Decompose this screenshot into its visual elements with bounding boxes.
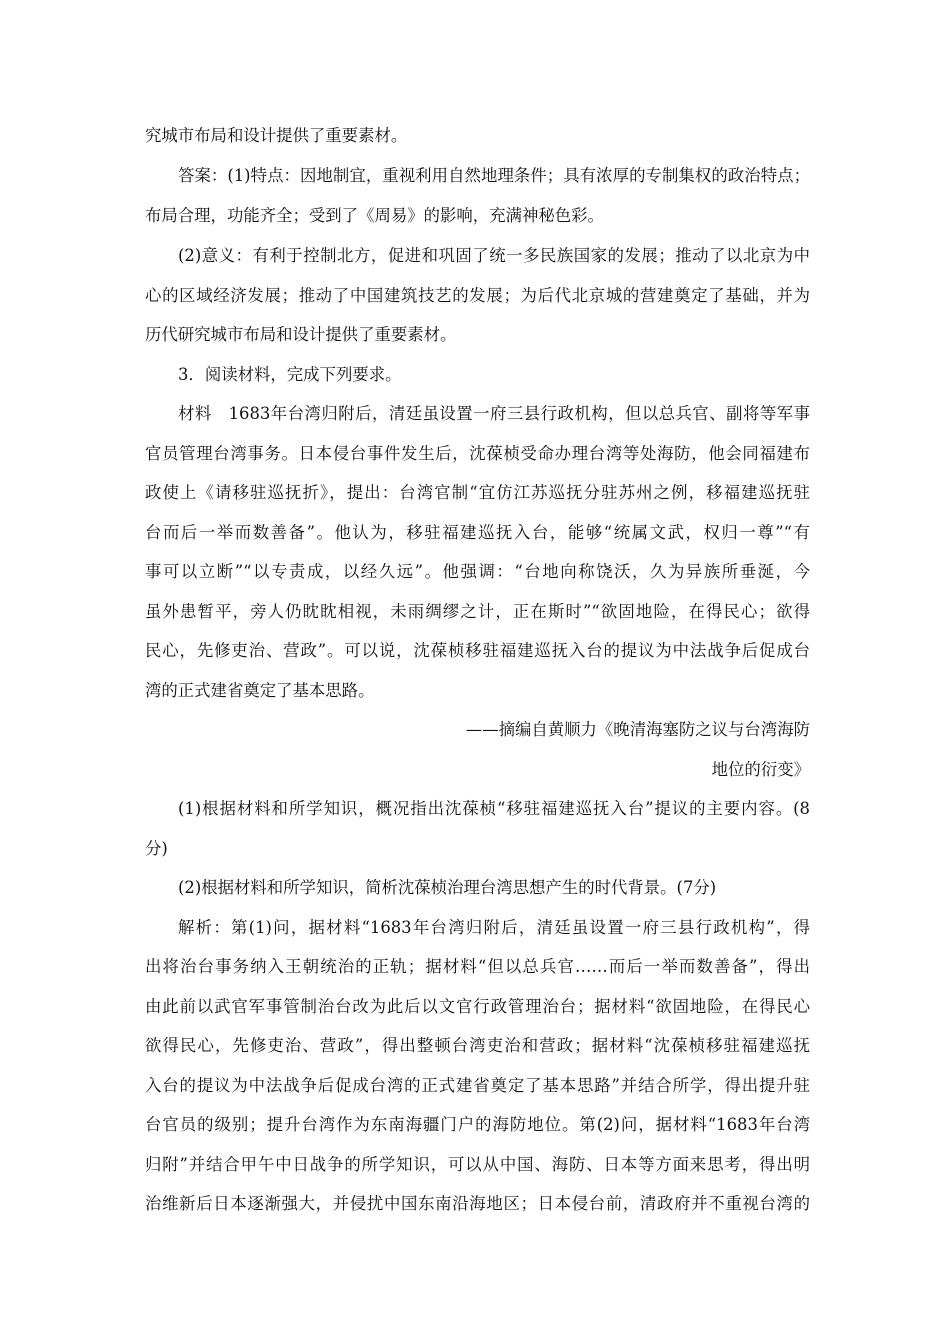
answer-line: 布局合理，功能齐全；受到了《周易》的影响，充满神秘色彩。 <box>145 206 604 225</box>
material-line: 材料 1683年台湾归附后，清廷虽设置一府三县行政机构，但以总兵官、副将等军事 <box>178 404 810 423</box>
material-line: 民心，先修吏治、营政”。可以说，沈葆桢移驻福建巡抚入台的提议为中法战争后促成台 <box>145 641 810 660</box>
question-line: (1)根据材料和所学知识，概况指出沈葆桢“移驻福建巡抚入台”提议的主要内容。(8 <box>178 799 810 818</box>
analysis-line: 治维新后日本逐渐强大，并侵扰中国东南沿海地区；日本侵台前，清政府并不重视台湾的 <box>145 1194 810 1213</box>
material-line: 台而后一举而数善备”。他认为，移驻福建巡抚入台，能够“统属文武，权归一尊”“有 <box>145 523 810 542</box>
analysis-line: 入台的提议为中法战争后促成台湾的正式建省奠定了基本思路”并结合所学，得出提升驻 <box>145 1076 810 1095</box>
analysis-line: 欲得民心，先修吏治、营政”，得出整顿台湾吏治和营政；据材料“沈葆桢移驻福建巡抚 <box>145 1036 810 1055</box>
analysis-line: 解析：第(1)问，据材料“1683年台湾归附后，清廷虽设置一府三县行政机构”，得 <box>178 918 810 937</box>
material-line: 政使上《请移驻巡抚折》，提出：台湾官制“宜仿江苏巡抚分驻苏州之例，移福建巡抚驻 <box>145 483 810 502</box>
answer-line: 答案：(1)特点：因地制宜，重视利用自然地理条件；具有浓厚的专制集权的政治特点； <box>178 166 810 185</box>
question-line: 分) <box>145 839 168 858</box>
citation-line: ——摘编自黄顺力《晚清海塞防之议与台湾海防 <box>465 720 810 739</box>
material-line: 虽外患暂平，旁人仍眈眈相视，未雨绸缪之计，正在斯时”“欲固地险，在得民心；欲得 <box>145 602 810 621</box>
material-line: 官员管理台湾事务。日本侵台事件发生后，沈葆桢受命办理台湾等处海防，他会同福建布 <box>145 444 810 463</box>
question-line: (2)根据材料和所学知识，简析沈葆桢治理台湾思想产生的时代背景。(7分) <box>178 878 717 897</box>
answer-line: 历代研究城市布局和设计提供了重要素材。 <box>145 325 457 344</box>
analysis-line: 出将治台事务纳入王朝统治的正轨；据材料“但以总兵官……而后一举而数善备”，得出 <box>145 957 810 976</box>
citation-line: 地位的衍变》 <box>711 760 810 779</box>
analysis-line: 归附”并结合甲午中日战争的所学知识，可以从中国、海防、日本等方面来思考，得出明 <box>145 1155 810 1174</box>
material-line: 湾的正式建省奠定了基本思路。 <box>145 681 375 700</box>
answer-line: 心的区域经济发展；推动了中国建筑技艺的发展；为后代北京城的营建奠定了基础，并为 <box>145 286 810 305</box>
analysis-line: 台官员的级别；提升台湾作为东南海疆门户的海防地位。第(2)问，据材料“1683年台湾 <box>145 1115 810 1134</box>
answer-line: (2)意义：有利于控制北方，促进和巩固了统一多民族国家的发展；推动了以北京为中 <box>178 246 810 265</box>
material-line: 事可以立断”“以专责成，以经久远”。他强调：“台地向称饶沃，久为异族所垂涎，今 <box>145 562 810 581</box>
question-heading: 3．阅读材料，完成下列要求。 <box>178 365 402 384</box>
analysis-line: 由此前以武官军事管制治台改为此后以文官行政管理治台；据材料“欲固地险，在得民心 <box>145 997 810 1016</box>
text-line: 究城市布局和设计提供了重要素材。 <box>145 126 408 145</box>
